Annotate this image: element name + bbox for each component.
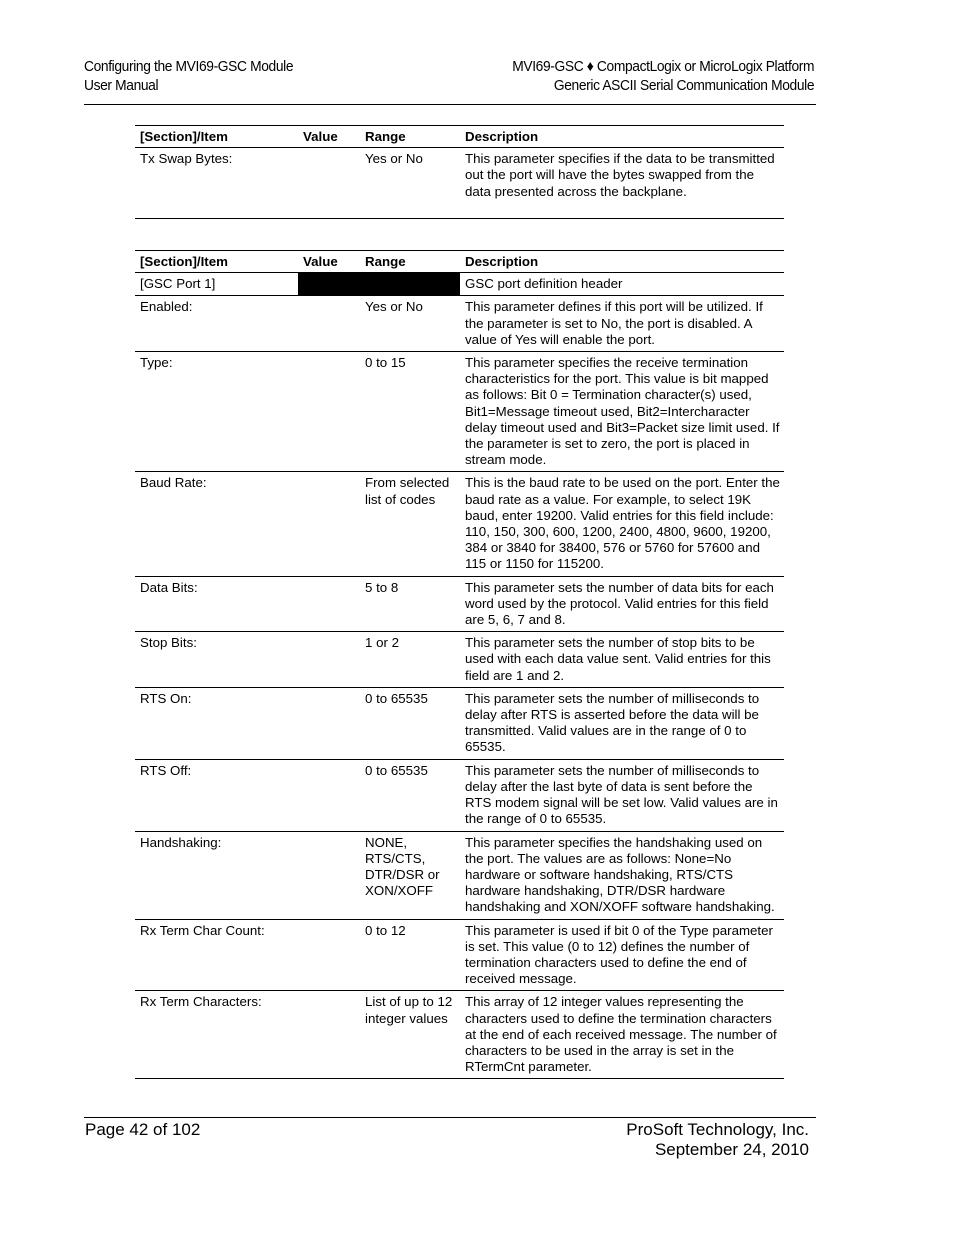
- table-row: [135, 687, 784, 759]
- row-item: Data Bits:: [140, 579, 198, 595]
- row-description: This parameter specifies the receive termination characteristics for the port. This value is bit mapped as follows: Bit 0 = Termination character(s) used, Bit1=Message timeout used, Bit2=Intercharacter delay timeout used and Bit3=Packet size limit used. If the parameter is set to zero, the port is placed in stream mode.: [465, 355, 780, 468]
- row-description: This array of 12 integer values representing the characters used to define the termination characters at the end of each received message. The number of characters to be used in the array is set in the RTermCnt parameter.: [465, 994, 777, 1075]
- row-description: This parameter specifies the handshaking used on the port. The values are as follows: None=No hardware or software handshaking, RTS/CTS hardware handshaking, DTR/DSR hardware handshaking and XON/XOFF software handshaking.: [465, 834, 775, 915]
- row-item: RTS Off:: [140, 762, 192, 778]
- parameter-table-gsc-port: [135, 250, 784, 1079]
- row-range: From selected list of codes: [365, 475, 450, 507]
- header-product: MVI69-GSC ♦ CompactLogix or MicroLogix Platform: [512, 58, 814, 75]
- row-range: 0 to 12: [365, 922, 406, 938]
- row-item: Enabled:: [140, 299, 193, 315]
- row-value: [298, 352, 360, 472]
- row-item: RTS On:: [140, 690, 192, 706]
- table-row: [135, 148, 784, 219]
- row-description: This parameter sets the number of data bits for each word used by the protocol. Valid entries for this field are 5, 6, 7 and 8.: [465, 579, 774, 628]
- row-value: [298, 831, 360, 919]
- table-row: [135, 632, 784, 688]
- row-description: This parameter defines if this port will be utilized. If the parameter is set to No, the port is disabled. A value of Yes will enable the port.: [465, 299, 763, 347]
- section-description: GSC port definition header: [465, 276, 623, 292]
- header-doc-title: Configuring the MVI69-GSC Module: [84, 58, 294, 75]
- row-value: [298, 576, 360, 632]
- blacked-out-cell: [298, 273, 460, 296]
- row-item: Type:: [140, 355, 173, 371]
- table-row: [135, 576, 784, 632]
- row-range: List of up to 12 integer values: [365, 994, 453, 1026]
- table-row: [135, 991, 784, 1079]
- table-row: [135, 352, 784, 472]
- col-header-range: Range: [365, 129, 406, 144]
- row-item: Tx Swap Bytes:: [140, 151, 233, 167]
- header-divider: [84, 104, 816, 105]
- row-value: [298, 919, 360, 991]
- table-header-row: [135, 251, 784, 273]
- row-range: 1 or 2: [365, 635, 400, 651]
- row-value: [298, 991, 360, 1079]
- table-header-row: [135, 126, 784, 148]
- col-header-item: [Section]/Item: [140, 129, 228, 144]
- col-header-description: Description: [465, 129, 539, 144]
- row-description: This parameter is used if bit 0 of the Type parameter is set. This value (0 to 12) defines the number of termination characters used to define the end of received message.: [465, 922, 773, 987]
- running-header-left: [84, 57, 293, 95]
- row-value: [298, 296, 360, 352]
- row-item: Stop Bits:: [140, 635, 197, 651]
- row-item: Baud Rate:: [140, 475, 207, 491]
- section-name: [GSC Port 1]: [140, 276, 216, 292]
- row-description: This parameter specifies if the data to be transmitted out the port will have the bytes swapped from the data presented across the backplane.: [465, 151, 775, 199]
- col-header-value: Value: [303, 254, 338, 269]
- row-range: 0 to 65535: [365, 762, 428, 778]
- table-row: [135, 831, 784, 919]
- row-range: Yes or No: [365, 299, 423, 315]
- parameter-table-tx-swap: [135, 125, 784, 219]
- footer-publisher: [626, 1120, 809, 1160]
- row-range: 0 to 65535: [365, 690, 428, 706]
- col-header-value: Value: [303, 129, 338, 144]
- header-product-desc: Generic ASCII Serial Communication Module: [553, 77, 814, 94]
- table-row: [135, 296, 784, 352]
- row-value: [298, 632, 360, 688]
- row-description: This parameter sets the number of milliseconds to delay after RTS is asserted before the data will be transmitted. Valid values are in the range of 0 to 65535.: [465, 690, 760, 755]
- row-value: [298, 472, 360, 576]
- col-header-item: [Section]/Item: [140, 254, 228, 269]
- row-range: 0 to 15: [365, 355, 406, 371]
- row-description: This parameter sets the number of stop bits to be used with each data value sent. Valid entries for this field are 1 and 2.: [465, 635, 771, 683]
- table-row: [135, 472, 784, 576]
- running-header-right: [512, 57, 814, 95]
- row-item: Rx Term Characters:: [140, 994, 262, 1010]
- table-row: [135, 759, 784, 831]
- row-value: [298, 759, 360, 831]
- header-doc-type: User Manual: [84, 77, 159, 94]
- col-header-description: Description: [465, 254, 539, 269]
- section-header-row: [135, 273, 784, 296]
- row-item: Handshaking:: [140, 834, 222, 850]
- row-range: NONE, RTS/CTS, DTR/DSR or XON/XOFF: [365, 834, 440, 899]
- row-item: Rx Term Char Count:: [140, 922, 265, 938]
- row-range: Yes or No: [365, 151, 423, 167]
- row-value: [298, 687, 360, 759]
- row-description: This parameter sets the number of milliseconds to delay after the last byte of data is sent before the RTS modem signal will be set low. Valid values are in the range of 0 to 65535.: [465, 762, 778, 827]
- col-header-range: Range: [365, 254, 406, 269]
- row-value: [298, 148, 360, 219]
- footer-divider: [84, 1117, 816, 1118]
- footer-date: September 24, 2010: [654, 1140, 809, 1159]
- page-number: Page 42 of 102: [85, 1120, 201, 1139]
- table-row: [135, 919, 784, 991]
- row-description: This is the baud rate to be used on the port. Enter the baud rate as a value. For example, to select 19K baud, enter 19200. Valid entries for this field include: 110, 150, 300, 600, 1200, 2400, 4800, 9600, 19200, 384 or 3840 for 38400, 576 or 5760 for 57600 and 115 or 1150 for 115200.: [465, 475, 780, 572]
- row-range: 5 to 8: [365, 579, 399, 595]
- footer-company: ProSoft Technology, Inc.: [626, 1120, 809, 1139]
